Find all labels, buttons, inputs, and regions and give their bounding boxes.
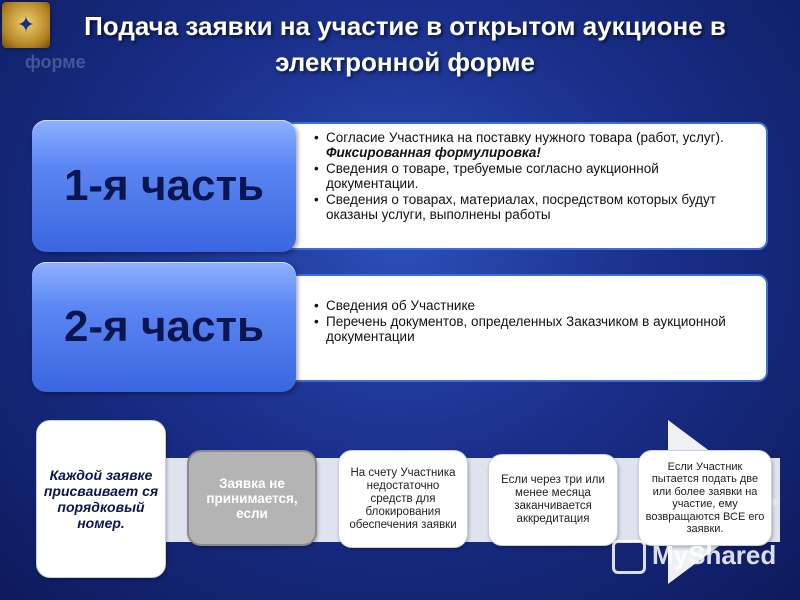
step-rejection-header: Заявка не принимается, если <box>187 450 317 546</box>
part-2-label: 2-я часть <box>32 262 296 392</box>
part-2-item: • Сведения об Участнике <box>314 298 754 313</box>
step-numbering: Каждой заявке присваивает ся порядковый номер. <box>36 420 166 578</box>
part-1-content <box>270 122 768 250</box>
ghost-title: форме <box>25 52 86 72</box>
part-1-item: • Согласие Участника на поставку нужного товара (работ, услуг). Фиксированная формулировка! <box>314 130 754 160</box>
part-1-item: • Сведения о товаре, требуемые согласно аукционной документации. <box>314 161 754 191</box>
part-1-label: 1-я часть <box>32 120 296 252</box>
step-insufficient-funds: На счету Участника недостаточно средств для блокирования обеспечения заявки <box>338 450 468 548</box>
step-duplicate-applications: Если Участник пытается подать две или более заявки на участие, ему возвращаются ВСЕ его заявки. <box>638 450 772 546</box>
part-1-item: • Сведения о товарах, материалах, посредством которых будут оказаны услуги, выполнены работы <box>314 192 754 222</box>
slide-title: Подача заявки на участие в открытом аукционе в электронной форме <box>84 11 726 77</box>
presentation-icon <box>612 540 646 574</box>
emblem-logo: ✦ <box>2 2 50 48</box>
part-2-item: • Перечень документов, определенных Заказчиком в аукционной документации <box>314 314 754 344</box>
step-accreditation-expiry: Если через три или менее месяца заканчивается аккредитация <box>488 454 618 546</box>
part-2-content <box>270 274 768 382</box>
watermark: MyShared <box>612 540 776 574</box>
